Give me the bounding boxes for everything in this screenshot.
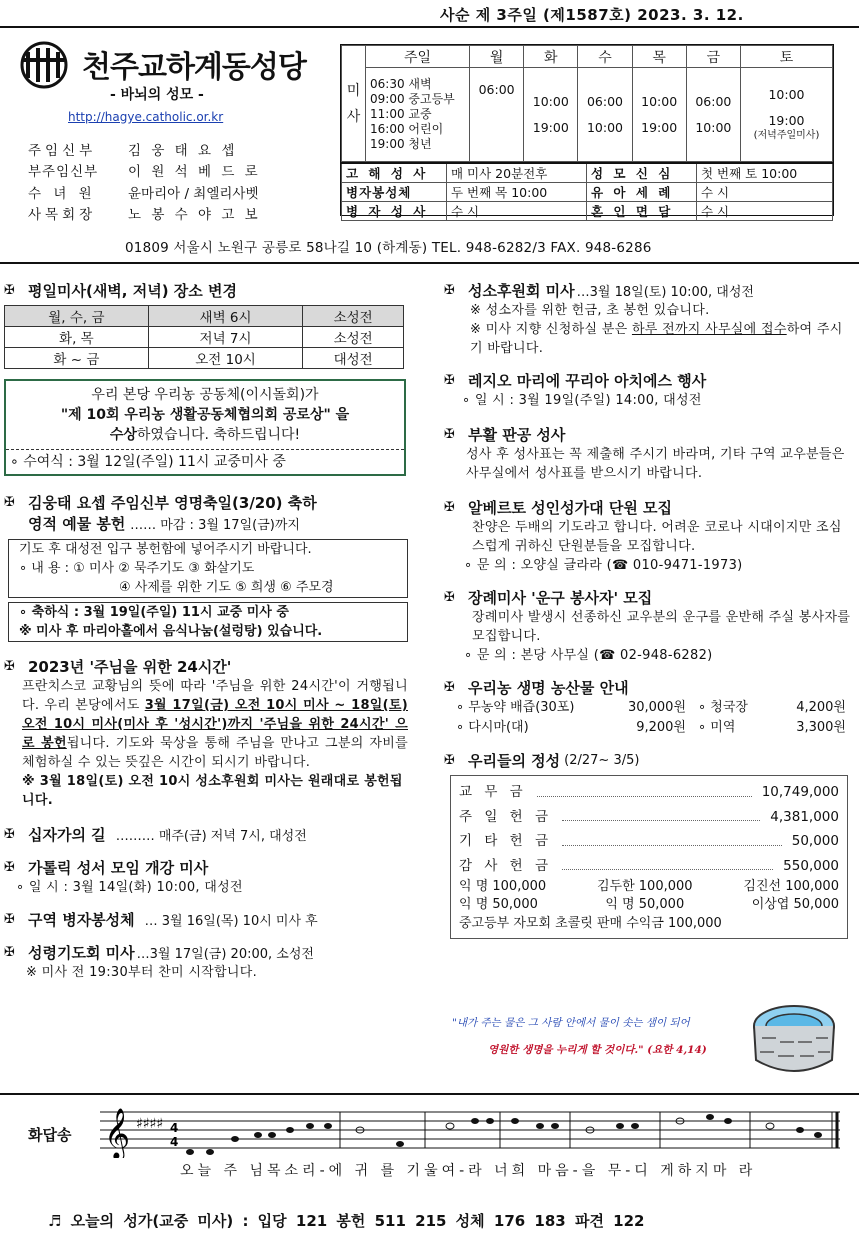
section-title [444, 497, 852, 518]
produce-list [444, 698, 852, 738]
svg-text:♯♯♯♯: ♯♯♯♯ [136, 1116, 164, 1132]
produce-price: 9,200원 [636, 720, 686, 735]
body-bold: 3월 17일(금) 오전 10시 미사 ~ 18일(토) 오전 10시 미사(미사 후 '성시간')까지 '주님을 위한 24시간' 으로 봉헌 [22, 698, 408, 751]
offering-label: 기 타 헌 금 [459, 833, 553, 849]
leader-dots [562, 805, 760, 822]
24-hours-section [4, 656, 408, 810]
offering-amount: 4,381,000 [770, 808, 839, 825]
offering-label: 감 사 헌 금 [459, 857, 553, 874]
cross-bullet-icon: ✠ [444, 373, 455, 388]
section-title [4, 942, 408, 963]
cross-bullet-icon: ✠ [444, 590, 455, 605]
produce-item: ∘ 미역 [698, 720, 736, 735]
offering-row [459, 829, 839, 854]
section-detail: ∘ 일 시 : 3월 14일(화) 10:00, 대성전 [16, 880, 243, 895]
cross-bullet-icon: ✠ [444, 680, 455, 695]
table-cell: 소성전 [303, 327, 404, 348]
divider [0, 262, 859, 264]
right-column [444, 280, 852, 939]
section-title [444, 280, 852, 301]
staff-name: 김 웅 태 요 셉 [128, 142, 238, 159]
day-header: 목 [632, 46, 686, 68]
sacrament-label: 유 아 세 례 [587, 183, 697, 202]
box-line: ∘ 내 용 : ① 미사 ② 묵주기도 ③ 화살기도 [19, 561, 255, 576]
section-title [4, 492, 408, 513]
staff-name: 이 원 석 베 드 로 [128, 164, 261, 181]
section-title-text: 평일미사(새벽, 저녁) 장소 변경 [28, 282, 237, 300]
left-column [4, 280, 408, 982]
fri-times: 06:00 10:00 [686, 68, 740, 162]
produce-item: ∘ 청국장 [698, 700, 748, 715]
contact-line: ∘ 문 의 : 본당 사무실 (☎ 02-948-6282) [464, 648, 713, 663]
staff-role: 주임신부 [28, 142, 97, 159]
award-box [4, 379, 406, 476]
section-title-text: 성소후원회 미사 [468, 282, 575, 300]
produce-item: ∘ 다시마(대) [456, 720, 529, 735]
quote-line: 영원한 생명을 누리게 할 것이다." (요한 4,14) [488, 1044, 707, 1056]
section-title-text: 우리들의 정성 [468, 752, 561, 770]
offering-amount: 50,000 [791, 833, 839, 849]
section-detail: ……… 매주(금) 저녁 7시, 대성전 [115, 829, 307, 844]
sacrament-label: 혼 인 면 담 [587, 202, 697, 221]
staff-role: 사목회장 [28, 207, 97, 224]
box-line: ∘ 축하식 : 3월 19일(주일) 11시 교중 미사 중 [19, 605, 289, 620]
psalm-lyrics: 오늘 주 님목소리-에 귀 를 기울여-라 너희 마음-을 무-디 게하지마 라 [180, 1163, 757, 1179]
cross-bullet-icon: ✠ [444, 427, 455, 442]
section-note: ※ 3월 18일(토) 오전 10시 성소후원회 미사는 원래대로 봉헌됩니다. [22, 774, 403, 808]
section-title-text: 영적 예물 봉헌 [28, 515, 126, 533]
staff-row [28, 203, 318, 225]
section-note: ※ 성소자를 위한 헌금, 초 봉헌 있습니다. [470, 303, 710, 318]
award-text: 하였습니다. 축하드립니다! [136, 427, 301, 443]
box-line: 기도 후 대성전 입구 봉헌함에 넣어주시기 바랍니다. [19, 542, 312, 557]
cross-bullet-icon: ✠ [444, 753, 455, 768]
staff-row [28, 181, 318, 203]
offering-row [459, 780, 839, 805]
sat-times [741, 68, 833, 162]
section-detail: … 3월 16일(목) 10시 미사 후 [144, 914, 318, 929]
section-subtitle [4, 513, 408, 537]
section-title-text: 2023년 '주님을 위한 24시간' [28, 658, 232, 676]
weekday-mass-table [4, 305, 404, 369]
section-title [4, 824, 408, 845]
sat-note: (저녁주일미사) [753, 129, 820, 141]
sunday-times: 06:30 새벽 09:00 중고등부 11:00 교중 16:00 어린이 19:00 청년 [366, 68, 470, 162]
section-detail: ∘ 일 시 : 3월 19일(주일) 14:00, 대성전 [462, 393, 702, 408]
parish-logo-icon [18, 40, 74, 90]
responsorial-label: 화답송 [28, 1126, 72, 1144]
donor: 익 명 50,000 [459, 897, 538, 912]
table-cell: 저녁 7시 [148, 327, 303, 348]
note-underlined: 하루 전까지 사무실에 접수 [631, 322, 787, 337]
section-detail: (2/27~ 3/5) [564, 753, 640, 768]
section-title-text: 레지오 마리에 꾸리아 아치에스 행사 [468, 372, 707, 390]
contact-line: ∘ 문 의 : 오양실 글라라 (☎ 010-9471-1973) [464, 558, 743, 573]
leader-dots [562, 854, 773, 871]
table-cell: 오전 10시 [148, 348, 303, 369]
feast-section [4, 492, 408, 642]
box-line: ※ 미사 후 마리아홀에서 음식나눔(설렁탕) 있습니다. [19, 624, 323, 639]
svg-text:4: 4 [170, 1121, 179, 1135]
produce-price: 30,000원 [627, 700, 686, 715]
celebration-box [8, 602, 408, 642]
produce-item: ∘ 무농약 배즙(30포) [456, 700, 575, 715]
table-cell: 소성전 [303, 306, 404, 327]
offering-row [459, 854, 839, 879]
award-bold: 수상 [109, 427, 137, 443]
parish-name: 천주교하계동성당 [82, 50, 306, 85]
staff-row [28, 138, 318, 160]
section-title [444, 750, 852, 771]
section-title [4, 857, 408, 878]
day-header: 수 [578, 46, 632, 68]
offerings-box [450, 775, 848, 939]
award-line: "제 10회 우리농 생활공동체협의회 공로상" 을 [60, 407, 350, 423]
award-ceremony: ∘ 수여식 : 3월 12일(주일) 11시 교중미사 중 [6, 449, 404, 474]
section-title-text: 알베르토 성인성가대 단원 모집 [468, 499, 673, 517]
donor-row [459, 878, 839, 896]
section-title-text: 성령기도회 미사 [28, 944, 135, 962]
leader-dots [562, 829, 782, 846]
section-title-text: 가톨릭 성서 모임 개강 미사 [28, 859, 209, 877]
donor: 이상엽 50,000 [751, 897, 839, 912]
cross-bullet-icon: ✠ [4, 860, 15, 875]
produce-price: 3,300원 [796, 720, 846, 735]
sacrament-label: 성 모 신 심 [587, 163, 697, 183]
mass-label: 미 사 [342, 46, 366, 162]
note-text: 하여 주시기 바랍니다. [470, 322, 843, 356]
section-body [4, 677, 408, 772]
cross-bullet-icon: ✠ [4, 283, 15, 298]
sacrament-value: 수 시 [697, 183, 833, 202]
award-line [12, 425, 398, 445]
table-cell: 화, 목 [5, 327, 149, 348]
produce-price: 4,200원 [796, 700, 846, 715]
sacrament-label: 병 자 성 사 [342, 202, 447, 221]
section-title [444, 424, 852, 445]
svg-text:4: 4 [170, 1135, 179, 1149]
body-text: 프란치스코 교황님의 뜻에 따라 '주님을 위한 24시간'이 거행됩니다. 우리 본당에서도 [22, 679, 408, 713]
section-title-text: 부활 판공 성사 [468, 426, 566, 444]
staff-name: 노 봉 수 야 고 보 [128, 207, 261, 224]
offering-amount: 10,749,000 [761, 784, 839, 800]
box-line: ④ 사제를 위한 기도 ⑤ 희생 ⑥ 주모경 [119, 580, 334, 595]
cross-bullet-icon: ✠ [444, 500, 455, 515]
day-header: 금 [686, 46, 740, 68]
sacrament-value: 수 시 [447, 202, 587, 221]
section-title [444, 370, 852, 391]
todays-hymns: ♬ 오늘의 성가(교중 미사) : 입당 121 봉헌 511 215 성체 176 183 파견 122 [48, 1212, 645, 1230]
section-body: 성사 후 성사표는 꼭 제출해 주시기 바라며, 기타 구역 교우분들은 사무실에서 성사표를 받으시기 바랍니다. [466, 447, 845, 481]
section-detail: …3월 17일(금) 20:00, 소성전 [136, 947, 314, 962]
donor: 김진선 100,000 [743, 879, 839, 894]
section-body: 찬양은 두배의 기도라고 합니다. 어려운 코로나 시대이지만 조심스럽게 귀하신 단원분들을 모집합니다. [472, 520, 842, 554]
day-header: 월 [470, 46, 524, 68]
donor: 익 명 50,000 [605, 897, 685, 912]
donor: 익 명 100,000 [459, 879, 547, 894]
sacrament-value: 첫 번째 토 10:00 [697, 163, 833, 183]
sacrament-value: 매 미사 20분전후 [447, 163, 587, 183]
sacrament-label: 병자봉성체 [342, 183, 447, 202]
donor-extra: 중고등부 자모회 초콜릿 판매 수익금 100,000 [459, 916, 722, 931]
staff-row [28, 160, 318, 182]
table-cell: 화 ~ 금 [5, 348, 149, 369]
section-title-text: 김웅태 요셉 주임신부 영명축일(3/20) 축하 [28, 494, 317, 512]
produce-row [456, 718, 852, 738]
issue-date: 사순 제 3주일 (제1587호) 2023. 3. 12. [440, 6, 744, 24]
cross-bullet-icon: ✠ [4, 659, 15, 674]
sacrament-value: 두 번째 목 10:00 [447, 183, 587, 202]
section-title [4, 280, 408, 301]
thu-times: 10:00 19:00 [632, 68, 686, 162]
offering-label: 교 무 금 [459, 784, 527, 800]
section-title [444, 677, 852, 698]
parish-address: 01809 서울시 노원구 공릉로 58나길 10 (하계동) TEL. 948-6282/3 FAX. 948-6286 [125, 240, 652, 256]
section-note: ※ 미사 전 19:30부터 찬미 시작합니다. [26, 965, 258, 980]
staff-role: 수 녀 원 [28, 185, 96, 202]
divider [0, 1093, 859, 1095]
sat-time-values: 10:00 19:00 [768, 86, 805, 128]
section-title-text: 구역 병자봉성체 [28, 911, 135, 929]
offering-row [459, 805, 839, 830]
section-title [4, 909, 408, 930]
day-header: 화 [524, 46, 578, 68]
donor-row [459, 896, 839, 914]
section-detail: …3월 18일(토) 10:00, 대성전 [576, 285, 754, 300]
mon-times: 06:00 [470, 68, 524, 162]
parish-url-link[interactable]: http://hagye.catholic.or.kr [68, 110, 224, 124]
offering-amount: 550,000 [783, 857, 839, 874]
table-cell: 대성전 [303, 348, 404, 369]
section-title-text: 십자가의 길 [28, 826, 106, 844]
leader-dots [537, 780, 752, 797]
cross-bullet-icon: ✠ [4, 912, 15, 927]
sacrament-value: 수 시 [697, 202, 833, 221]
parish-subtitle: - 바뇌의 성모 - [110, 87, 204, 103]
table-cell: 월, 수, 금 [5, 306, 149, 327]
day-header: 주일 [366, 46, 470, 68]
section-note [444, 320, 852, 358]
day-header: 토 [741, 46, 833, 68]
music-staff-icon [100, 1104, 840, 1158]
cross-bullet-icon: ✠ [4, 945, 15, 960]
section-title [4, 656, 408, 677]
offering-box [8, 539, 408, 598]
cross-bullet-icon: ✠ [4, 827, 15, 842]
mass-schedule-table [340, 44, 834, 219]
deadline: …… 마감 : 3월 17일(금)까지 [130, 518, 300, 533]
body-text: 됩니다. 기도와 묵상을 통해 주님을 만나고 그분의 자비를 체험하실 수 있는 뜻깊은 시간이 되시기 바랍니다. [22, 736, 408, 770]
sacrament-label: 고 해 성 사 [342, 163, 447, 183]
produce-row [456, 698, 852, 718]
svg-text:𝄞: 𝄞 [104, 1108, 131, 1158]
wed-times: 06:00 10:00 [578, 68, 632, 162]
well-icon [742, 990, 842, 1080]
donor: 김두한 100,000 [596, 879, 693, 894]
section-title-text: 장례미사 '운구 봉사자' 모집 [468, 589, 653, 607]
divider [0, 26, 859, 28]
award-line: 우리 본당 우리농 공동체(이시돌회)가 [91, 387, 319, 403]
tue-times: 10:00 19:00 [524, 68, 578, 162]
staff-role: 부주임신부 [28, 164, 99, 181]
section-title [444, 587, 852, 608]
note-text: ※ 미사 지향 신청하실 분은 [470, 322, 632, 337]
staff-list [28, 138, 318, 224]
staff-name: 윤마리아 / 최엘리사벳 [128, 185, 259, 202]
cross-bullet-icon: ✠ [4, 495, 15, 510]
section-body: 장례미사 발생시 선종하신 교우분의 운구를 운반해 주실 봉사자를 모집합니다. [472, 610, 851, 644]
table-cell: 새벽 6시 [148, 306, 303, 327]
quote-line: "내가 주는 물은 그 사람 안에서 물이 솟는 샘이 되어 [452, 1017, 690, 1029]
offering-label: 주 일 헌 금 [459, 808, 553, 825]
section-title-text: 우리농 생명 농산물 안내 [468, 679, 629, 697]
cross-bullet-icon: ✠ [444, 283, 455, 298]
